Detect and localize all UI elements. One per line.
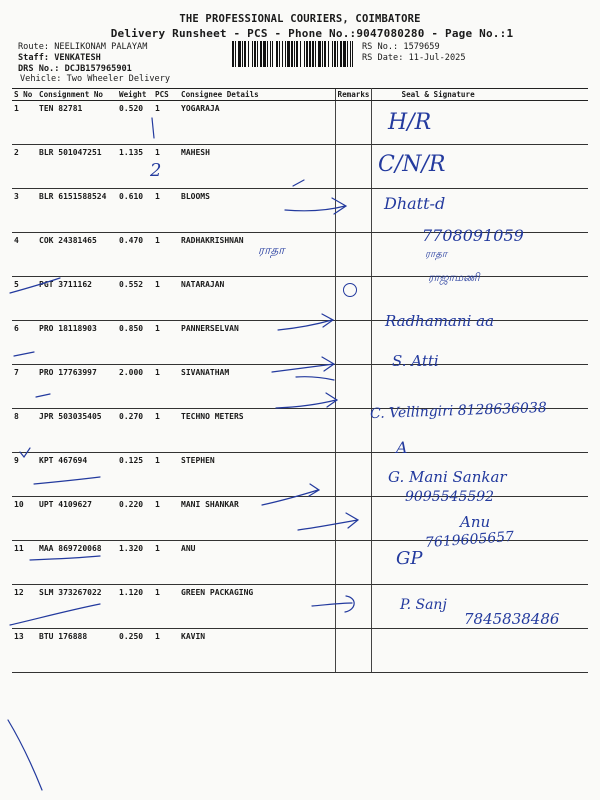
table-row (12, 629, 588, 673)
rs-no-value: 1579659 (403, 42, 440, 52)
handwritten-mark: 2 (150, 160, 162, 181)
cell-consignee: STEPHEN (179, 453, 335, 497)
signature-row9: A (396, 438, 408, 457)
rs-date-value: 11-Jul-2025 (408, 53, 466, 63)
table-row (12, 277, 588, 321)
cell-consignment-no: MAA 869720068 (37, 541, 117, 585)
cell-consignment-no: COK 24381465 (37, 233, 117, 277)
cell-consignment-no: KPT 467694 (37, 453, 117, 497)
cell-sno: 5 (12, 277, 37, 321)
cell-pcs: 1 (153, 629, 179, 673)
phone-row11: 7619605657 (424, 528, 515, 552)
signature-row8: C. Vellingiri 8128636038 (369, 399, 548, 423)
cell-remarks (335, 321, 371, 365)
col-weight: Weight (117, 89, 153, 101)
signature-row6: Radhamani aa (385, 312, 495, 330)
cell-weight: 0.850 (117, 321, 153, 365)
cell-consignment-no: PGT 3711162 (37, 277, 117, 321)
cell-pcs: 1 (153, 101, 179, 145)
cell-weight: 0.470 (117, 233, 153, 277)
route-value: NEELIKONAM PALAYAM (54, 42, 148, 52)
runsheet-subtitle: Delivery Runsheet - PCS - Phone No.:9047080280 - Page No.:1 (110, 27, 514, 40)
signature-row10: G. Mani Sankar (388, 468, 507, 486)
cell-remarks (335, 409, 371, 453)
cell-consignee: YOGARAJA (179, 101, 335, 145)
cell-remarks (335, 497, 371, 541)
table-row (12, 541, 588, 585)
cell-sno: 3 (12, 189, 37, 233)
cell-sno: 10 (12, 497, 37, 541)
phone-row10: 9095545592 (405, 489, 495, 505)
cell-sno: 11 (12, 541, 37, 585)
pen-stroke (8, 720, 42, 790)
cell-sno: 9 (12, 453, 37, 497)
cell-pcs: 1 (153, 497, 179, 541)
cell-consignment-no: PRO 18118903 (37, 321, 117, 365)
col-remarks: Remarks (335, 89, 371, 101)
col-consignment: Consignment No (37, 89, 117, 101)
cell-consignee: MAHESH (179, 145, 335, 189)
cell-weight: 0.270 (117, 409, 153, 453)
rs-no-line: RS No.: 1579659 (362, 42, 440, 52)
table-row (12, 101, 588, 145)
table-row (12, 321, 588, 365)
phone-row4: 7708091059 (422, 226, 524, 245)
cell-pcs: 1 (153, 365, 179, 409)
signature-row4-b: ராதா (425, 249, 448, 260)
cell-consignment-no: UPT 4109627 (37, 497, 117, 541)
cell-pcs: 1 (153, 189, 179, 233)
cell-weight: 0.552 (117, 277, 153, 321)
cell-remarks (335, 585, 371, 629)
cell-weight: 0.220 (117, 497, 153, 541)
phone-row13: 7845838486 (464, 610, 560, 628)
vehicle-value: Two Wheeler Delivery (66, 74, 171, 84)
cell-consignee: NATARAJAN (179, 277, 335, 321)
cell-remarks (335, 189, 371, 233)
table-row (12, 145, 588, 189)
cell-consignee: KAVIN (179, 629, 335, 673)
cell-sno: 1 (12, 101, 37, 145)
rs-date-line: RS Date: 11-Jul-2025 (362, 53, 466, 63)
company-title: THE PROFESSIONAL COURIERS, COIMBATORE (179, 13, 421, 25)
cell-weight: 1.120 (117, 585, 153, 629)
staff-line: Staff: VENKATESH (18, 53, 101, 63)
cell-pcs: 1 (153, 453, 179, 497)
cell-remarks (335, 629, 371, 673)
cell-sno: 2 (12, 145, 37, 189)
cell-weight: 2.000 (117, 365, 153, 409)
cell-pcs: 1 (153, 145, 179, 189)
cell-remarks (335, 365, 371, 409)
cell-consignee: ANU (179, 541, 335, 585)
cell-remarks (335, 233, 371, 277)
cell-consignment-no: TEN 82781 (37, 101, 117, 145)
cell-sno: 7 (12, 365, 37, 409)
cell-remarks (335, 101, 371, 145)
cell-pcs: 1 (153, 277, 179, 321)
cell-consignment-no: BLR 6151588524 (37, 189, 117, 233)
cell-consignee: TECHNO METERS (179, 409, 335, 453)
cell-weight: 1.135 (117, 145, 153, 189)
cell-pcs: 1 (153, 541, 179, 585)
signature-row13: P. Sanj (400, 597, 447, 613)
cell-pcs: 1 (153, 233, 179, 277)
col-sno: S No (12, 89, 37, 101)
cell-consignment-no: JPR 503035405 (37, 409, 117, 453)
cell-consignee: SIVANATHAM (179, 365, 335, 409)
cell-pcs: 1 (153, 585, 179, 629)
cell-sno: 6 (12, 321, 37, 365)
cell-consignee: PANNERSELVAN (179, 321, 335, 365)
cell-pcs: 1 (153, 409, 179, 453)
cell-sno: 8 (12, 409, 37, 453)
cell-sno: 12 (12, 585, 37, 629)
route-line: Route: NEELIKONAM PALAYAM (18, 42, 148, 52)
staff-value: VENKATESH (54, 53, 101, 63)
signature-row1: H/R (388, 110, 432, 135)
signature-row12: GP (396, 548, 423, 569)
drs-value: DCJB157965901 (64, 64, 132, 74)
cell-remarks (335, 541, 371, 585)
cell-remarks (335, 453, 371, 497)
cell-consignment-no: PRO 17763997 (37, 365, 117, 409)
cell-consignment-no: BTU 176888 (37, 629, 117, 673)
drs-line: DRS No.: DCJB157965901 (18, 64, 132, 74)
signature-row4: ராதா (258, 243, 285, 257)
col-pcs: PCS (153, 89, 179, 101)
cell-weight: 0.125 (117, 453, 153, 497)
delivery-table (12, 88, 588, 673)
cell-weight: 0.610 (117, 189, 153, 233)
barcode (232, 41, 356, 67)
cell-consignment-no: SLM 373267022 (37, 585, 117, 629)
vehicle-line: Vehicle: Two Wheeler Delivery (20, 74, 171, 84)
cell-consignee: MANI SHANKAR (179, 497, 335, 541)
cell-weight: 0.520 (117, 101, 153, 145)
signature-row7: S. Atti (392, 352, 439, 370)
cell-remarks (335, 145, 371, 189)
cell-sno: 13 (12, 629, 37, 673)
signature-row5: ராஜாமணி (428, 271, 480, 284)
cell-sno: 4 (12, 233, 37, 277)
col-consignee: Consignee Details (179, 89, 335, 101)
col-seal-signature: Seal & Signature (371, 89, 588, 101)
signature-row11: Anu (460, 513, 491, 531)
cell-consignee: BLOOMS (179, 189, 335, 233)
cell-pcs: 1 (153, 321, 179, 365)
cell-weight: 1.320 (117, 541, 153, 585)
cell-consignee: GREEN PACKAGING (179, 585, 335, 629)
table-header-row (12, 89, 588, 101)
cell-weight: 0.250 (117, 629, 153, 673)
cell-consignment-no: BLR 501047251 (37, 145, 117, 189)
barcode-bar (353, 41, 356, 67)
remarks-stamp-icon (343, 283, 357, 297)
signature-row2: C/N/R (378, 152, 446, 177)
cell-consignee: RADHAKRISHNAN (179, 233, 335, 277)
signature-row3: Dhatt-d (384, 194, 446, 213)
cell-seal-signature (371, 629, 588, 673)
